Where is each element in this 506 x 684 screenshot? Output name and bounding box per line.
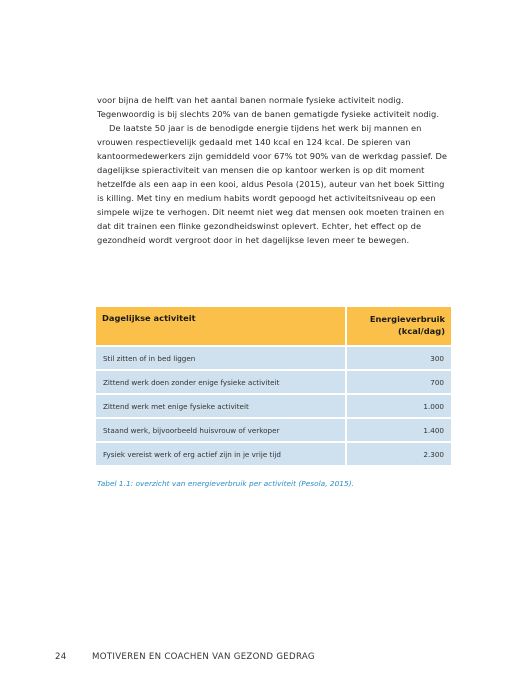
table-row	[96, 441, 451, 465]
cell-activity: Stil zitten of in bed liggen	[96, 345, 347, 369]
header-energy-line1: Energieverbruik	[369, 314, 445, 324]
table-header-row	[96, 307, 451, 345]
cell-activity: Fysiek vereist werk of erg actief zijn in je vrije tijd	[96, 441, 347, 465]
running-title: MOTIVEREN EN COACHEN VAN GEZOND GEDRAG	[92, 652, 315, 662]
table-row	[96, 417, 451, 441]
energy-table	[96, 307, 451, 465]
paragraph-continued: voor bijna de helft van het aantal banen normale fysieke activiteit nodig. Tegenwoordig is bij slechts 20% van de banen gematigde fysieke activiteit nodig.	[97, 95, 440, 119]
page-footer	[55, 652, 315, 662]
cell-activity: Zittend werk met enige fysieke activiteit	[96, 393, 347, 417]
body-text	[97, 93, 449, 247]
table-row	[96, 393, 451, 417]
header-energy-line2: (kcal/dag)	[398, 326, 445, 336]
cell-activity: Staand werk, bijvoorbeeld huisvrouw of verkoper	[96, 417, 347, 441]
cell-energy: 700	[347, 369, 451, 393]
cell-activity: Zittend werk doen zonder enige fysieke activiteit	[96, 369, 347, 393]
cell-energy: 2.300	[347, 441, 451, 465]
table-caption: Tabel 1.1: overzicht van energieverbruik per activiteit (Pesola, 2015).	[97, 479, 354, 488]
cell-energy: 1.400	[347, 417, 451, 441]
cell-energy: 1.000	[347, 393, 451, 417]
page-number: 24	[55, 652, 67, 662]
table-row	[96, 369, 451, 393]
paragraph: De laatste 50 jaar is de benodigde energie tijdens het werk bij mannen en vrouwen respectievelijk gedaald met 140 kcal en 124 kcal. De spieren van kantoormedewerkers zijn gemiddeld voor 67% tot 90% van de werkdag passief. De dagelijkse spieractiviteit van mensen die op kantoor werken is op dit moment hetzelfde als een aap in een kooi, aldus Pesola (2015), auteur van het boek Sitting is killing. Met tiny en medium habits wordt gepoogd het activiteitsniveau op een simpele wijze te verhogen. Dit neemt niet weg dat mensen ook moeten trainen en dat dit trainen een flinke gezondheidswinst oplevert. Echter, het effect op de gezondheid wordt vergroot door in het dagelijkse leven meer te bewegen.	[97, 123, 448, 245]
header-activity: Dagelijkse activiteit	[96, 307, 347, 345]
cell-energy: 300	[347, 345, 451, 369]
header-energy	[347, 307, 451, 345]
table-row	[96, 345, 451, 369]
